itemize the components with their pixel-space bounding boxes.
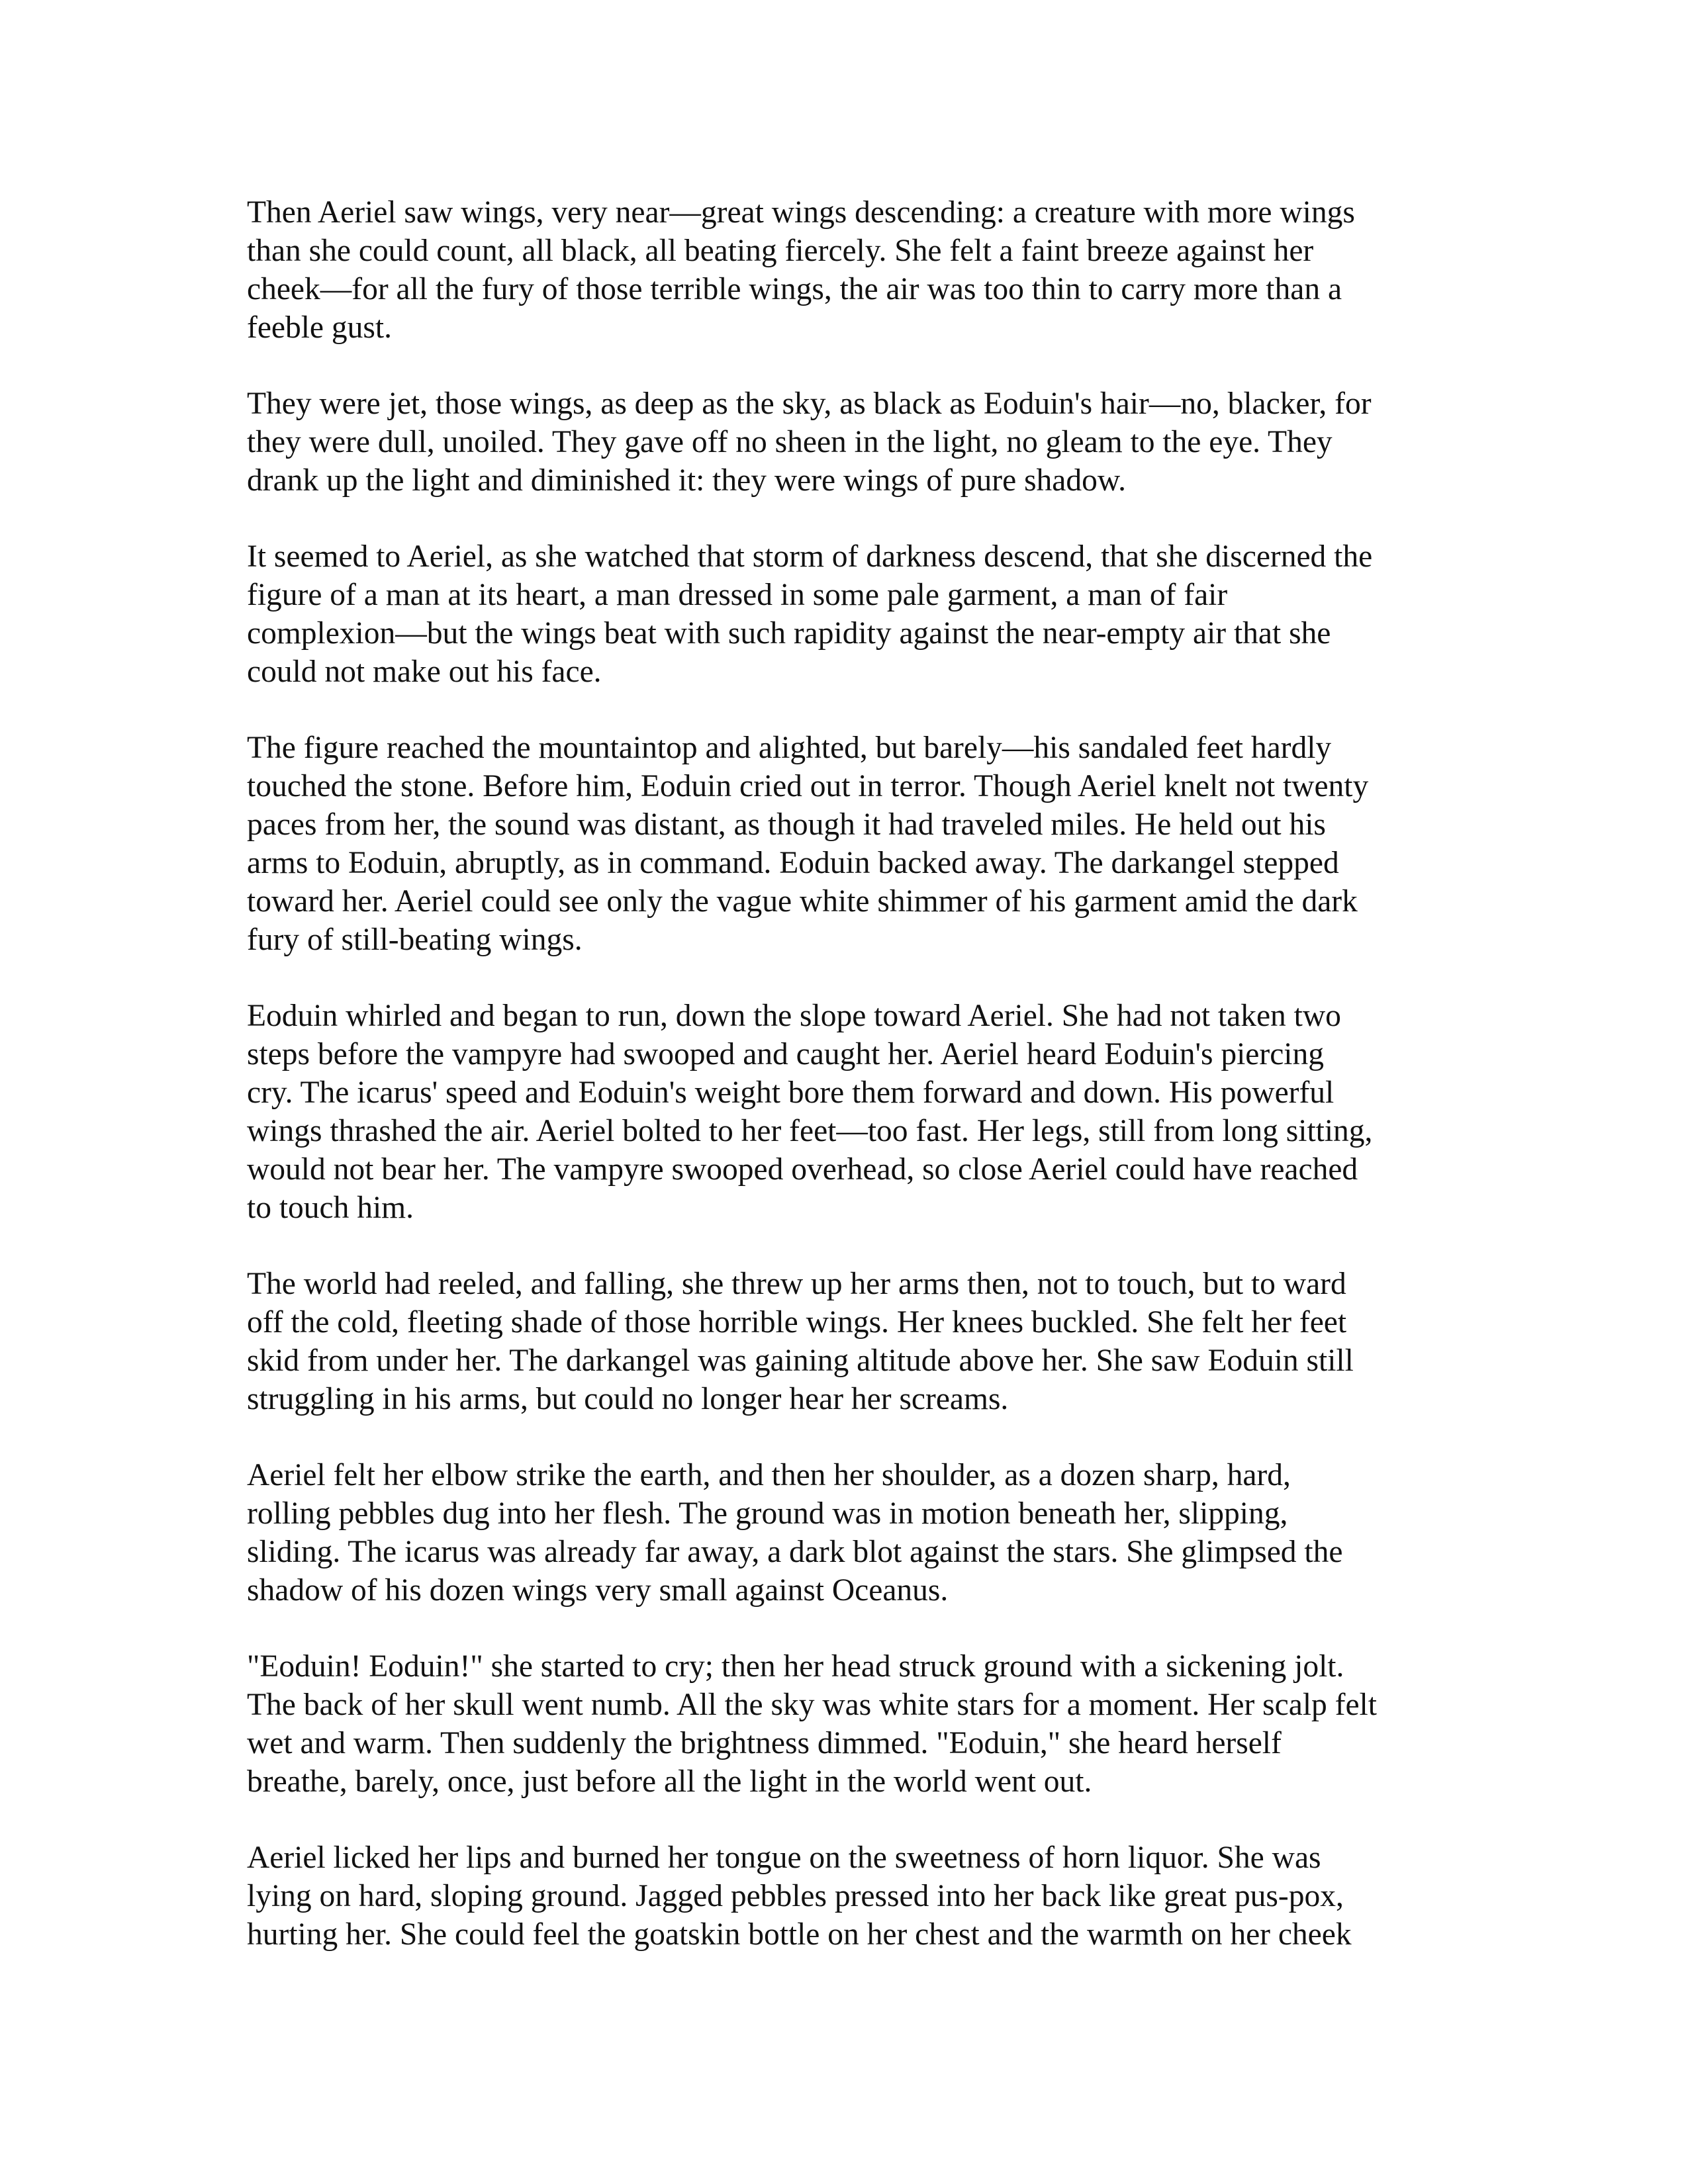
text-line: struggling in his arms, but could no longer hear her screams. [247,1382,1009,1416]
text-line: they were dull, unoiled. They gave off no sheen in the light, no gleam to the eye. They [247,425,1333,459]
text-line: fury of still-beating wings. [247,923,583,957]
text-line: off the cold, fleeting shade of those horrible wings. Her knees buckled. She felt her feet [247,1305,1347,1340]
text-line: "Eoduin! Eoduin!" she started to cry; then her head struck ground with a sickening jolt. [247,1649,1344,1684]
paragraph-7 [247,1456,1438,1610]
text-line: They were jet, those wings, as deep as the sky, as black as Eoduin's hair—no, blacker, for [247,387,1372,421]
text-line: to touch him. [247,1191,414,1225]
text-line: steps before the vampyre had swooped and caught her. Aeriel heard Eoduin's piercing [247,1037,1324,1071]
text-line: sliding. The icarus was already far away, a dark blot against the stars. She glimpsed the [247,1535,1343,1569]
text-line: wings thrashed the air. Aeriel bolted to her feet—too fast. Her legs, still from long sitting, [247,1114,1373,1148]
text-line: skid from under her. The darkangel was gaining altitude above her. She saw Eoduin still [247,1343,1354,1378]
text-line: cry. The icarus' speed and Eoduin's weight bore them forward and down. His powerful [247,1075,1335,1110]
text-line: complexion—but the wings beat with such rapidity against the near-empty air that she [247,616,1331,651]
paragraph-3 [247,537,1438,691]
text-line: It seemed to Aeriel, as she watched that storm of darkness descend, that she discerned the [247,539,1373,574]
paragraph-6 [247,1265,1438,1418]
text-line: would not bear her. The vampyre swooped overhead, so close Aeriel could have reached [247,1152,1358,1187]
paragraph-4 [247,729,1438,959]
paragraph-8 [247,1647,1438,1801]
text-line: The world had reeled, and falling, she threw up her arms then, not to touch, but to ward [247,1267,1346,1301]
text-line: could not make out his face. [247,655,602,689]
text-line: The back of her skull went numb. All the sky was white stars for a moment. Her scalp felt [247,1688,1377,1722]
text-line: cheek—for all the fury of those terrible wings, the air was too thin to carry more than a [247,272,1342,306]
text-line: toward her. Aeriel could see only the vague white shimmer of his garment amid the dark [247,884,1358,919]
paragraph-5 [247,997,1438,1227]
text-line: hurting her. She could feel the goatskin bottle on her chest and the warmth on her cheek [247,1917,1352,1952]
paragraph-1 [247,193,1438,347]
text-line: shadow of his dozen wings very small against Oceanus. [247,1573,949,1608]
text-line: The figure reached the mountaintop and alighted, but barely—his sandaled feet hardly [247,731,1332,765]
text-line: figure of a man at its heart, a man dressed in some pale garment, a man of fair [247,578,1228,612]
text-line: paces from her, the sound was distant, as though it had traveled miles. He held out his [247,807,1326,842]
text-line: arms to Eoduin, abruptly, as in command. Eoduin backed away. The darkangel stepped [247,846,1339,880]
text-line: Then Aeriel saw wings, very near—great wings descending: a creature with more wings [247,195,1355,230]
body-text [247,193,1438,1991]
text-line: lying on hard, sloping ground. Jagged pebbles pressed into her back like great pus-pox, [247,1879,1344,1913]
paragraph-9 [247,1839,1438,1954]
text-line: feeble gust. [247,310,392,345]
paragraph-2 [247,385,1438,500]
text-line: drank up the light and diminished it: they were wings of pure shadow. [247,463,1126,498]
text-line: breathe, barely, once, just before all the light in the world went out. [247,1764,1092,1799]
text-line: touched the stone. Before him, Eoduin cried out in terror. Though Aeriel knelt not twenty [247,769,1369,803]
text-line: wet and warm. Then suddenly the brightness dimmed. "Eoduin," she heard herself [247,1726,1282,1760]
text-line: Aeriel felt her elbow strike the earth, and then her shoulder, as a dozen sharp, hard, [247,1458,1291,1492]
text-line: rolling pebbles dug into her flesh. The ground was in motion beneath her, slipping, [247,1496,1288,1531]
text-line: than she could count, all black, all beating fiercely. She felt a faint breeze against her [247,234,1314,268]
text-line: Eoduin whirled and began to run, down the slope toward Aeriel. She had not taken two [247,999,1341,1033]
text-line: Aeriel licked her lips and burned her tongue on the sweetness of horn liquor. She was [247,1841,1321,1875]
